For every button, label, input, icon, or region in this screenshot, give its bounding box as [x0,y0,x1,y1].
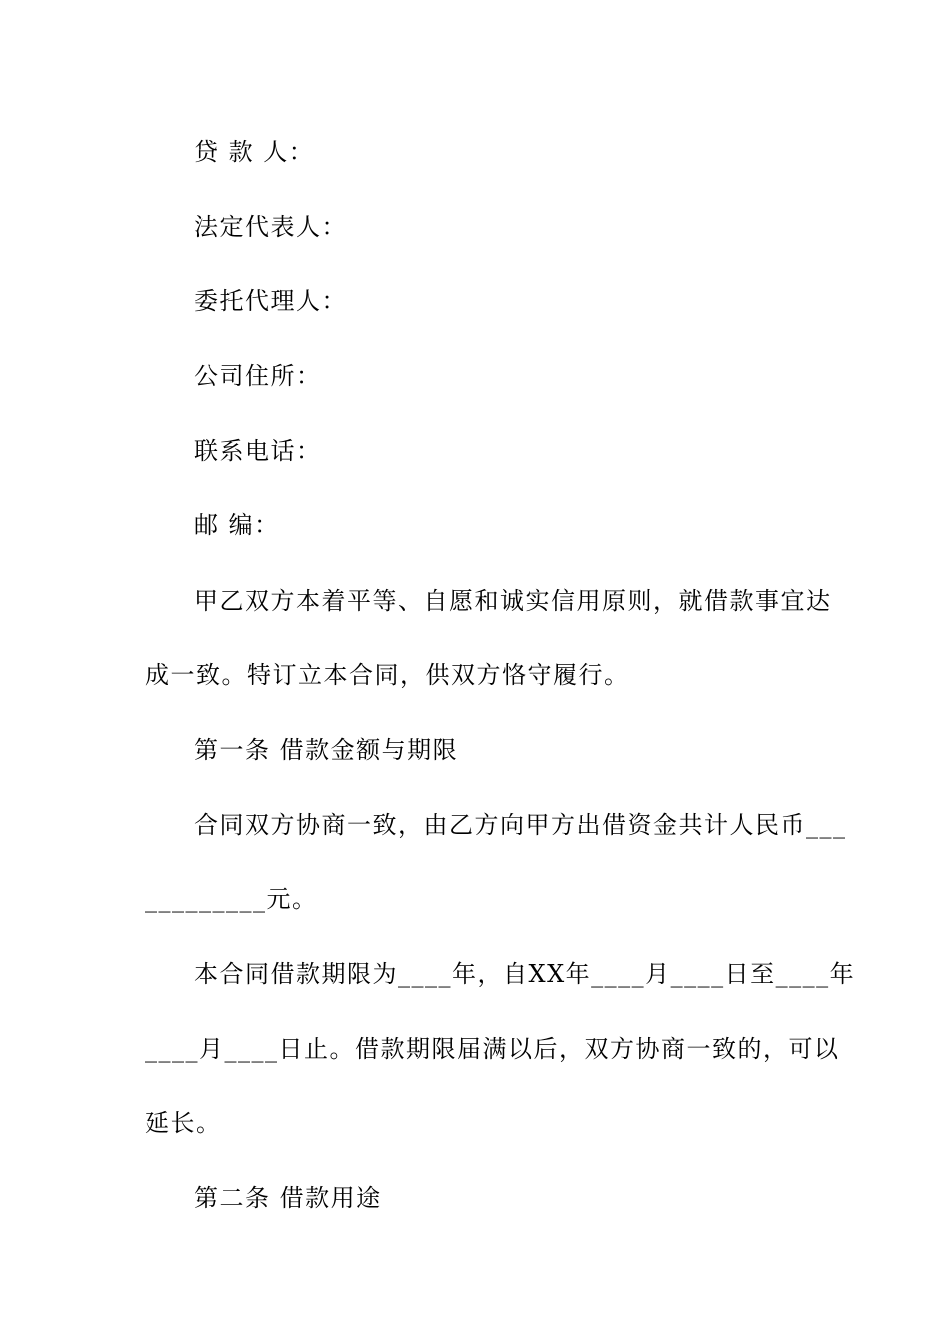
loan-term-line-1: 本合同借款期限为____年，自XX年____月____日至____年 [194,960,856,988]
loan-amount-line-2: _________元。 [145,885,318,913]
preamble-line-2: 成一致。特订立本合同，供双方恪守履行。 [145,661,630,689]
preamble-line-1: 甲乙双方本着平等、自愿和诚实信用原则，就借款事宜达 [194,587,832,615]
phone-label: 联系电话： [194,437,322,465]
loan-term-line-2: ____月____日止。借款期限届满以后，双方协商一致的，可以 [145,1035,840,1063]
lender-label: 贷 款 人： [194,138,315,166]
legal-representative-label: 法定代表人： [194,213,347,241]
article-two-heading: 第二条 借款用途 [194,1184,382,1212]
company-address-label: 公司住所： [194,362,322,390]
article-one-heading: 第一条 借款金额与期限 [194,736,459,764]
authorized-agent-label: 委托代理人： [194,287,347,315]
loan-term-line-3: 延长。 [145,1109,222,1137]
loan-amount-line-1: 合同双方协商一致，由乙方向甲方出借资金共计人民币___ [194,811,847,839]
postal-code-label: 邮 编： [194,511,280,539]
